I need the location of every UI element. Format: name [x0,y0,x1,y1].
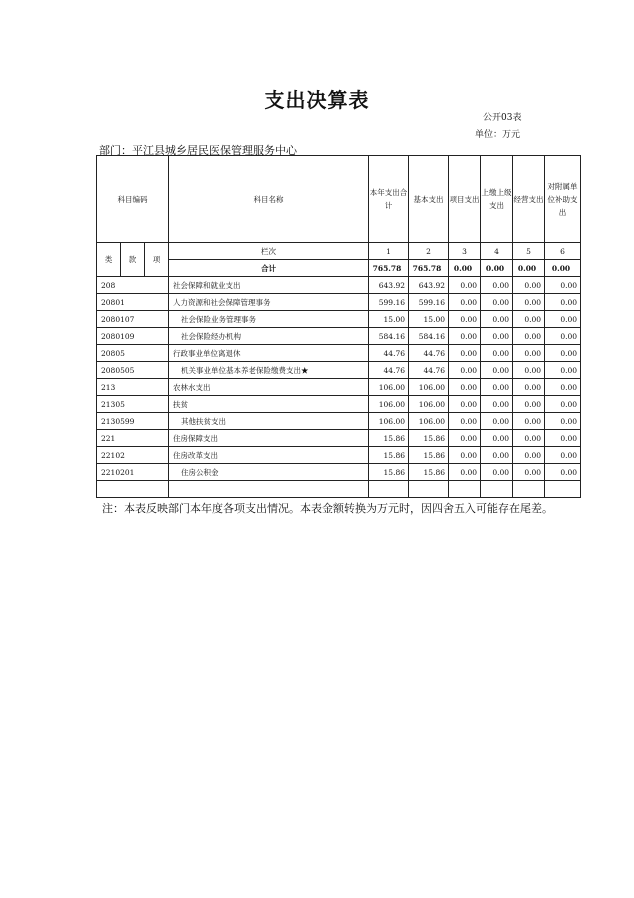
row-value: 0.00 [481,328,513,345]
row-value: 0.00 [513,328,545,345]
row-value: 643.92 [409,277,449,294]
row-value: 0.00 [449,277,481,294]
empty-cell [369,481,409,498]
row-value: 106.00 [409,413,449,430]
row-value: 44.76 [369,362,409,379]
table-row [97,464,581,481]
row-value: 643.92 [369,277,409,294]
expenditure-table [96,155,581,498]
row-value: 0.00 [449,379,481,396]
total-value: 0.00 [481,260,513,277]
row-name: 住房改革支出 [169,447,369,464]
row-value: 0.00 [545,464,581,481]
row-value: 0.00 [449,413,481,430]
row-code: 2130599 [97,413,169,430]
row-value: 0.00 [513,396,545,413]
row-value: 0.00 [545,447,581,464]
header-lei: 类 [97,243,121,277]
row-value: 0.00 [545,311,581,328]
department-label: 部门：平江县城乡居民医保管理服务中心 [99,144,297,157]
table-row [97,430,581,447]
row-value: 15.86 [409,447,449,464]
row-value: 0.00 [449,294,481,311]
col-number: 5 [513,243,545,260]
row-value: 0.00 [545,396,581,413]
row-value: 0.00 [545,362,581,379]
row-code: 20801 [97,294,169,311]
header-col4: 上缴上级支出 [481,156,513,243]
table-row [97,294,581,311]
row-value: 0.00 [513,294,545,311]
header-lanci: 栏次 [169,243,369,260]
total-label: 合计 [169,260,369,277]
row-code: 208 [97,277,169,294]
row-name: 住房保障支出 [169,430,369,447]
row-value: 0.00 [513,447,545,464]
table-row [97,413,581,430]
header-col1: 本年支出合计 [369,156,409,243]
column-number-row [97,243,581,260]
row-value: 0.00 [513,345,545,362]
row-code: 213 [97,379,169,396]
row-name: 社会保障和就业支出 [169,277,369,294]
col-number: 1 [369,243,409,260]
row-value: 106.00 [369,396,409,413]
row-name: 农林水支出 [169,379,369,396]
row-value: 0.00 [481,362,513,379]
row-value: 0.00 [481,345,513,362]
row-value: 106.00 [369,379,409,396]
empty-cell [513,481,545,498]
row-value: 0.00 [481,379,513,396]
header-kuan: 款 [121,243,145,277]
row-value: 599.16 [369,294,409,311]
row-value: 44.76 [409,362,449,379]
empty-row [97,481,581,498]
row-name: 社会保险经办机构 [169,328,369,345]
row-value: 0.00 [513,464,545,481]
col-number: 3 [449,243,481,260]
row-value: 15.86 [409,464,449,481]
total-value: 765.78 [409,260,449,277]
row-code: 20805 [97,345,169,362]
row-value: 0.00 [513,277,545,294]
total-value: 0.00 [513,260,545,277]
header-col5: 经营支出 [513,156,545,243]
row-code: 22102 [97,447,169,464]
total-row [97,260,581,277]
col-number: 6 [545,243,581,260]
row-value: 0.00 [545,379,581,396]
total-value: 765.78 [369,260,409,277]
table-row [97,328,581,345]
row-value: 0.00 [449,464,481,481]
header-col2: 基本支出 [409,156,449,243]
row-value: 0.00 [449,396,481,413]
row-value: 0.00 [513,379,545,396]
row-value: 0.00 [513,413,545,430]
row-value: 584.16 [369,328,409,345]
col-number: 4 [481,243,513,260]
table-row [97,311,581,328]
row-value: 0.00 [513,311,545,328]
row-value: 0.00 [545,345,581,362]
row-value: 0.00 [449,430,481,447]
row-value: 0.00 [481,311,513,328]
table-code: 公开03表 [483,113,522,123]
row-value: 15.00 [369,311,409,328]
row-name: 其他扶贫支出 [169,413,369,430]
row-code: 2080107 [97,311,169,328]
row-value: 0.00 [481,464,513,481]
row-value: 0.00 [449,447,481,464]
empty-cell [545,481,581,498]
row-value: 0.00 [545,277,581,294]
row-name: 扶贫 [169,396,369,413]
empty-cell [449,481,481,498]
row-value: 0.00 [545,413,581,430]
row-value: 0.00 [545,328,581,345]
row-value: 0.00 [481,396,513,413]
row-code: 21305 [97,396,169,413]
page-title: 支出决算表 [264,88,370,112]
header-row [97,156,581,243]
row-code: 2210201 [97,464,169,481]
total-value: 0.00 [449,260,481,277]
row-name: 行政事业单位离退休 [169,345,369,362]
table-row [97,362,581,379]
header-col6: 对附属单位补助支出 [545,156,581,243]
row-value: 0.00 [481,277,513,294]
row-value: 0.00 [481,413,513,430]
row-value: 0.00 [481,447,513,464]
empty-cell [97,481,169,498]
row-name: 人力资源和社会保障管理事务 [169,294,369,311]
total-value: 0.00 [545,260,581,277]
unit-label: 单位：万元 [475,130,521,140]
header-xiang: 项 [145,243,169,277]
row-code: 221 [97,430,169,447]
table-row [97,345,581,362]
row-value: 0.00 [513,362,545,379]
table-row [97,277,581,294]
footnote: 注：本表反映部门本年度各项支出情况。本表金额转换为万元时，因四舍五入可能存在尾差。 [102,502,553,515]
row-value: 106.00 [409,379,449,396]
row-value: 0.00 [449,345,481,362]
table-row [97,379,581,396]
row-value: 0.00 [449,311,481,328]
header-code: 科目编码 [97,156,169,243]
row-value: 0.00 [545,294,581,311]
empty-cell [481,481,513,498]
row-value: 0.00 [449,328,481,345]
col-number: 2 [409,243,449,260]
row-value: 15.86 [369,447,409,464]
row-value: 44.76 [369,345,409,362]
row-code: 2080109 [97,328,169,345]
row-value: 0.00 [449,362,481,379]
row-value: 15.86 [369,430,409,447]
row-value: 44.76 [409,345,449,362]
row-value: 106.00 [409,396,449,413]
header-col3: 项目支出 [449,156,481,243]
row-value: 0.00 [513,430,545,447]
row-value: 0.00 [481,430,513,447]
row-value: 0.00 [545,430,581,447]
row-name: 机关事业单位基本养老保险缴费支出★ [169,362,369,379]
row-value: 599.16 [409,294,449,311]
row-value: 584.16 [409,328,449,345]
row-value: 0.00 [481,294,513,311]
row-code: 2080505 [97,362,169,379]
row-value: 106.00 [369,413,409,430]
row-name: 住房公积金 [169,464,369,481]
row-value: 15.00 [409,311,449,328]
row-value: 15.86 [409,430,449,447]
header-name: 科目名称 [169,156,369,243]
table-row [97,396,581,413]
empty-cell [169,481,369,498]
row-name: 社会保险业务管理事务 [169,311,369,328]
row-value: 15.86 [369,464,409,481]
empty-cell [409,481,449,498]
table-row [97,447,581,464]
